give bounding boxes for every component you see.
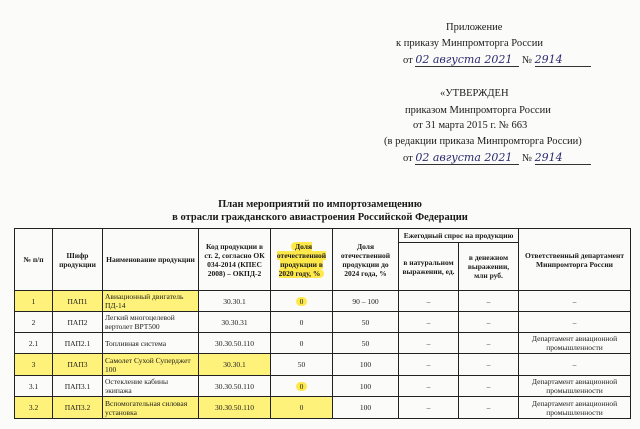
- col-header-share-2024: Доля отечественной продукции до 2024 года, %: [333, 229, 399, 291]
- cell-demand-nat: –: [399, 291, 459, 312]
- cell-share-2020: 0: [271, 312, 333, 333]
- cell-demand-nat: –: [399, 397, 459, 419]
- cell-share-2024: 50: [333, 333, 399, 354]
- handwritten-date-2: 02 августа 2021: [415, 152, 519, 165]
- cell-code: ПАП2: [53, 312, 103, 333]
- col-header-okpd: Код продукции в ст. 2, согласно ОК 034-2014 (КПЕС 2008) – ОКПД-2: [199, 229, 271, 291]
- cell-dept: –: [519, 354, 631, 376]
- col-header-demand: Ежегодный спрос на продукцию: [399, 229, 519, 243]
- cell-dept: Департамент авиационной промышленности: [519, 376, 631, 397]
- cell-okpd: 30.30.1: [199, 354, 271, 376]
- cell-share-2020: [271, 291, 333, 312]
- cell-code: ПАП2.1: [53, 333, 103, 354]
- appendix-label: Приложение: [446, 22, 503, 33]
- cell-share-2024: 50: [333, 312, 399, 333]
- from-label-2: от: [403, 153, 413, 164]
- order-reference: к приказу Минпромторга России: [396, 38, 543, 49]
- number-label: №: [521, 55, 532, 66]
- cell-demand-money: –: [459, 397, 519, 419]
- from-label: от: [403, 55, 413, 66]
- handwritten-number-2: 2914: [535, 152, 591, 165]
- cell-code: ПАП3.2: [53, 397, 103, 419]
- plan-title: План мероприятий по импортозамещению: [218, 199, 422, 210]
- highlight-mark: 0: [296, 382, 308, 391]
- col-header-dept: Ответственный департамент Минпромторга России: [519, 229, 631, 291]
- cell-dept: Департамент авиационной промышленности: [519, 397, 631, 419]
- cell-demand-money: –: [459, 291, 519, 312]
- handwritten-date: 02 августа 2021: [415, 54, 519, 67]
- cell-share-2020: 50: [271, 354, 333, 376]
- cell-share-2020: 0: [271, 397, 333, 419]
- approved-label: «УТВЕРЖДЕН: [440, 88, 509, 99]
- cell-num: 1: [15, 291, 53, 312]
- cell-num: 2.1: [15, 333, 53, 354]
- cell-name: Авиационный двигатель ПД-14: [103, 291, 199, 312]
- cell-dept: –: [519, 312, 631, 333]
- col-header-code: Шифр продукции: [53, 229, 103, 291]
- cell-demand-money: –: [459, 333, 519, 354]
- cell-code: ПАП1: [53, 291, 103, 312]
- cell-demand-nat: –: [399, 354, 459, 376]
- handwritten-number: 2914: [535, 54, 591, 67]
- share-2020-highlight: Доля отечественной продукции в 2020 году, %: [276, 241, 327, 278]
- import-substitution-table: [14, 228, 631, 419]
- approval-date: от 31 марта 2015 г. № 663: [413, 120, 528, 131]
- cell-share-2020: 0: [271, 333, 333, 354]
- number-label-2: №: [521, 153, 532, 164]
- cell-demand-nat: –: [399, 312, 459, 333]
- cell-num: 3: [15, 354, 53, 376]
- cell-name: Вспомогательная силовая установка: [103, 397, 199, 419]
- cell-num: 3.2: [15, 397, 53, 419]
- cell-demand-nat: –: [399, 333, 459, 354]
- cell-num: 2: [15, 312, 53, 333]
- col-header-num: № п/п: [15, 229, 53, 291]
- table-row: [15, 376, 631, 397]
- table-row: [15, 312, 631, 333]
- cell-code: ПАП3.1: [53, 376, 103, 397]
- cell-name: Остекление кабины экипажа: [103, 376, 199, 397]
- edition-note: (в редакции приказа Минпромторга России): [384, 136, 582, 147]
- order-date-line: [403, 54, 591, 67]
- cell-dept: –: [519, 291, 631, 312]
- cell-code: ПАП3: [53, 354, 103, 376]
- edition-date-line: [403, 152, 591, 165]
- approval-order: приказом Минпромторга России: [405, 105, 551, 116]
- table-row: [15, 354, 631, 376]
- col-header-name: Наименование продукции: [103, 229, 199, 291]
- col-header-demand-nat: в натуральном выражении, ед.: [399, 243, 459, 291]
- cell-share-2024: 100: [333, 397, 399, 419]
- table-row: [15, 397, 631, 419]
- cell-share-2020: [271, 376, 333, 397]
- cell-share-2024: 100: [333, 354, 399, 376]
- cell-dept: Департамент авиационной промышленности: [519, 333, 631, 354]
- cell-share-2024: 100: [333, 376, 399, 397]
- plan-subtitle: в отрасли гражданского авиастроения Российской Федерации: [172, 212, 468, 223]
- cell-okpd: 30.30.50.110: [199, 333, 271, 354]
- cell-num: 3.1: [15, 376, 53, 397]
- col-header-share-2020: [271, 229, 333, 291]
- cell-share-2024: 90 – 100: [333, 291, 399, 312]
- cell-okpd: 30.30.50.110: [199, 397, 271, 419]
- table-row: [15, 291, 631, 312]
- cell-demand-money: –: [459, 312, 519, 333]
- table-row: [15, 333, 631, 354]
- cell-demand-money: –: [459, 354, 519, 376]
- highlight-mark: 0: [296, 297, 308, 306]
- cell-okpd: 30.30.31: [199, 312, 271, 333]
- cell-demand-money: –: [459, 376, 519, 397]
- cell-okpd: 30.30.50.110: [199, 376, 271, 397]
- cell-name: Топливная система: [103, 333, 199, 354]
- col-header-demand-money: в денежном выражении, млн руб.: [459, 243, 519, 291]
- cell-okpd: 30.30.1: [199, 291, 271, 312]
- cell-name: Самолет Сухой Суперджет 100: [103, 354, 199, 376]
- cell-demand-nat: –: [399, 376, 459, 397]
- cell-name: Легкий многоцелевой вертолет ВРТ500: [103, 312, 199, 333]
